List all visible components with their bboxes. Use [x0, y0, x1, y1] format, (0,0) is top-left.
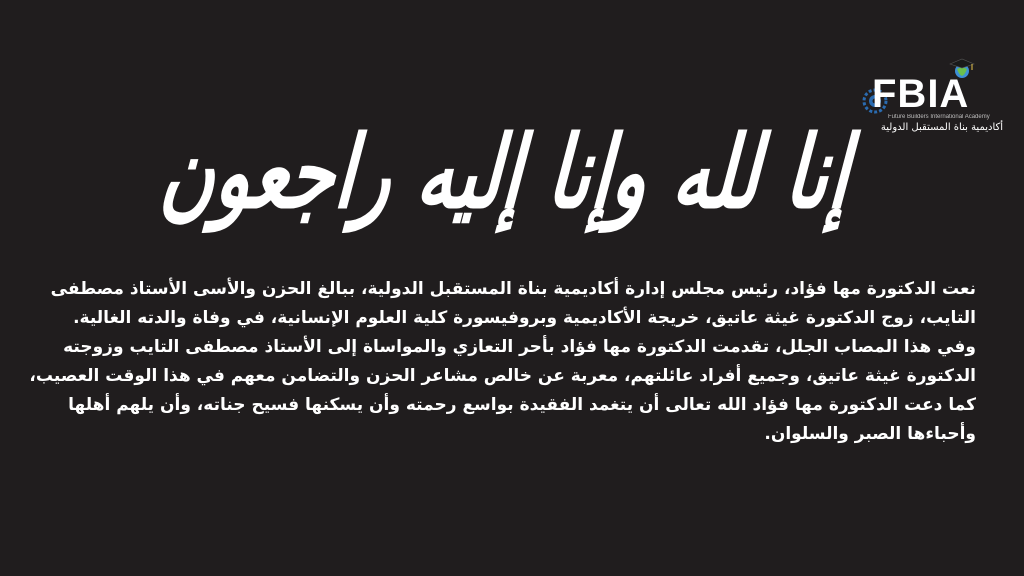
logo-arabic-name: أكاديمية بناة المستقبل الدولية — [880, 122, 1004, 133]
logo-acronym: FBIA — [872, 72, 970, 116]
calligraphy-text: إنا لله وإنا إليه راجعون — [156, 114, 854, 232]
logo-english-name: Future Builders International Academy — [888, 114, 990, 120]
announcement-paragraph-1: نعت الدكتورة مها فؤاد، رئيس مجلس إدارة أكاديمية بناة المستقبل الدولية، ببالغ الحزن والأسى الأستاذ مصطفى التايب، زوج الدكتورة غيثة عاتيق، خريجة الأكاديمية وبروفيسورة كلية العلوم الإنسانية، في وفاة والدته الغالية. — [50, 279, 976, 328]
announcement-paragraph-2: وفي هذا المصاب الجلل، تقدمت الدكتورة مها فؤاد بأحر التعازي والمواساة إلى الأستاذ مصطفى التايب وزوجته الدكتورة غيثة عاتيق، وجميع أفراد عائلتهم، معربة عن خالص مشاعر الحزن والتضامن معهم في هذا الوقت العصيب، كما دعت الدكتورة مها فؤاد الله تعالى أن يتغمد الفقيدة بواسع رحمته وأن يسكنها فسيح جناته، وأن يلهم أهلها وأحباءها الصبر والسلوان. — [29, 337, 976, 444]
calligraphy-banner — [156, 78, 854, 268]
academy-logo — [858, 52, 1008, 152]
announcement-text — [18, 275, 976, 449]
